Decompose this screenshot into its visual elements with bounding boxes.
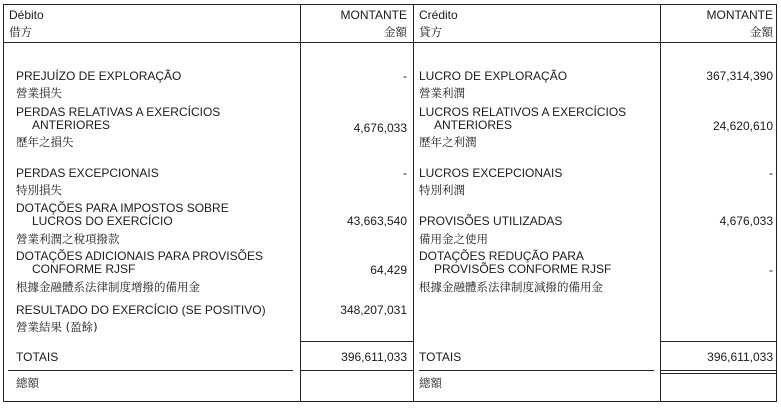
credit-item-label: LUCRO DE EXPLORAÇÃO — [419, 69, 568, 83]
credit-item-amount: 24,620,610 — [712, 119, 773, 133]
debit-item-label-cn: 根據金融體系法律制度增撥的備用金 — [16, 280, 200, 294]
column-divider — [660, 4, 661, 402]
debit-totals-amount: 396,611,033 — [341, 350, 407, 364]
debit-item-label: PREJUÍZO DE EXPLORAÇÃO — [16, 69, 182, 83]
debit-item-label: DOTAÇÕES PARA IMPOSTOS SOBRE — [16, 201, 229, 215]
credit-totals-amount: 396,611,033 — [707, 350, 773, 364]
debit-item-label-cont: LUCROS DO EXERCÍCIO — [32, 214, 173, 228]
credit-item-label-cont: ANTERIORES — [434, 118, 513, 132]
debit-amount-header-cn: 金額 — [384, 25, 407, 39]
credit-item-label: LUCROS EXCEPCIONAIS — [419, 166, 563, 180]
debit-item-label-cont: CONFORME RJSF — [32, 262, 136, 276]
debit-header-cn: 借方 — [9, 25, 32, 39]
credit-amount-header-cn: 金額 — [750, 25, 773, 39]
credit-item-label-cn: 根據金融體系法律制度減撥的備用金 — [419, 280, 603, 294]
debit-item-amount: - — [403, 69, 407, 83]
credit-item-label-cn: 歷年之利潤 — [419, 135, 477, 149]
credit-item-amount: - — [769, 263, 773, 277]
total-rule — [300, 370, 413, 371]
debit-item-label-cn: 營業損失 — [16, 86, 62, 100]
subtotal-rule — [660, 341, 777, 342]
debit-item-amount: 348,207,031 — [340, 303, 407, 317]
credit-totals-label: TOTAIS — [419, 350, 462, 364]
debit-totals-label-cn: 總額 — [16, 376, 39, 390]
credit-item-label-cn: 營業利潤 — [419, 86, 465, 100]
debit-item-label-cont: ANTERIORES — [32, 118, 111, 132]
debit-item-label: PERDAS RELATIVAS A EXERCÍCIOS — [16, 105, 221, 119]
credit-item-amount: 367,314,390 — [706, 69, 773, 83]
credit-item-amount: 4,676,033 — [719, 214, 773, 228]
debit-amount-header: MONTANTE — [340, 8, 407, 22]
credit-item-label: LUCROS RELATIVOS A EXERCÍCIOS — [419, 105, 627, 119]
debit-item-label-cn: 營業利潤之稅項撥款 — [16, 232, 120, 246]
credit-totals-label-cn: 總額 — [419, 376, 442, 390]
total-double-rule — [660, 373, 777, 374]
credit-item-label-cont: PROVISÕES CONFORME RJSF — [434, 262, 612, 276]
credit-amount-header: MONTANTE — [706, 8, 773, 22]
total-rule — [419, 370, 654, 371]
debit-item-label: PERDAS EXCEPCIONAIS — [16, 166, 159, 180]
header-separator — [3, 42, 777, 43]
debit-item-label: DOTAÇÕES ADICIONAIS PARA PROVISÕES — [16, 249, 263, 263]
debit-item-amount: 64,429 — [370, 263, 407, 277]
credit-item-label: PROVISÕES UTILIZADAS — [419, 214, 563, 228]
total-rule — [660, 370, 777, 371]
credit-item-label: DOTAÇÕES REDUÇÃO PARA — [419, 249, 584, 263]
debit-item-label-cn: 特別損失 — [16, 183, 62, 197]
debit-totals-label: TOTAIS — [16, 350, 59, 364]
debit-item-amount: 4,676,033 — [353, 121, 407, 135]
credit-item-label-cn: 備用金之使用 — [419, 232, 488, 246]
subtotal-rule — [300, 341, 413, 342]
total-rule — [8, 370, 293, 371]
column-divider — [300, 4, 301, 402]
debit-item-label: RESULTADO DO EXERCÍCIO (SE POSITIVO) — [16, 303, 266, 317]
credit-item-amount: - — [769, 166, 773, 180]
credit-item-label-cn: 特別利潤 — [419, 183, 465, 197]
column-divider — [413, 4, 414, 402]
debit-item-amount: - — [403, 166, 407, 180]
debit-item-label-cn: 營業結果 (盈餘) — [16, 320, 98, 334]
credit-header-cn: 貸方 — [419, 25, 442, 39]
credit-header: Crédito — [419, 8, 458, 22]
debit-item-amount: 43,663,540 — [346, 214, 407, 228]
debit-header: Débito — [9, 8, 44, 22]
debit-item-label-cn: 歷年之損失 — [16, 135, 74, 149]
